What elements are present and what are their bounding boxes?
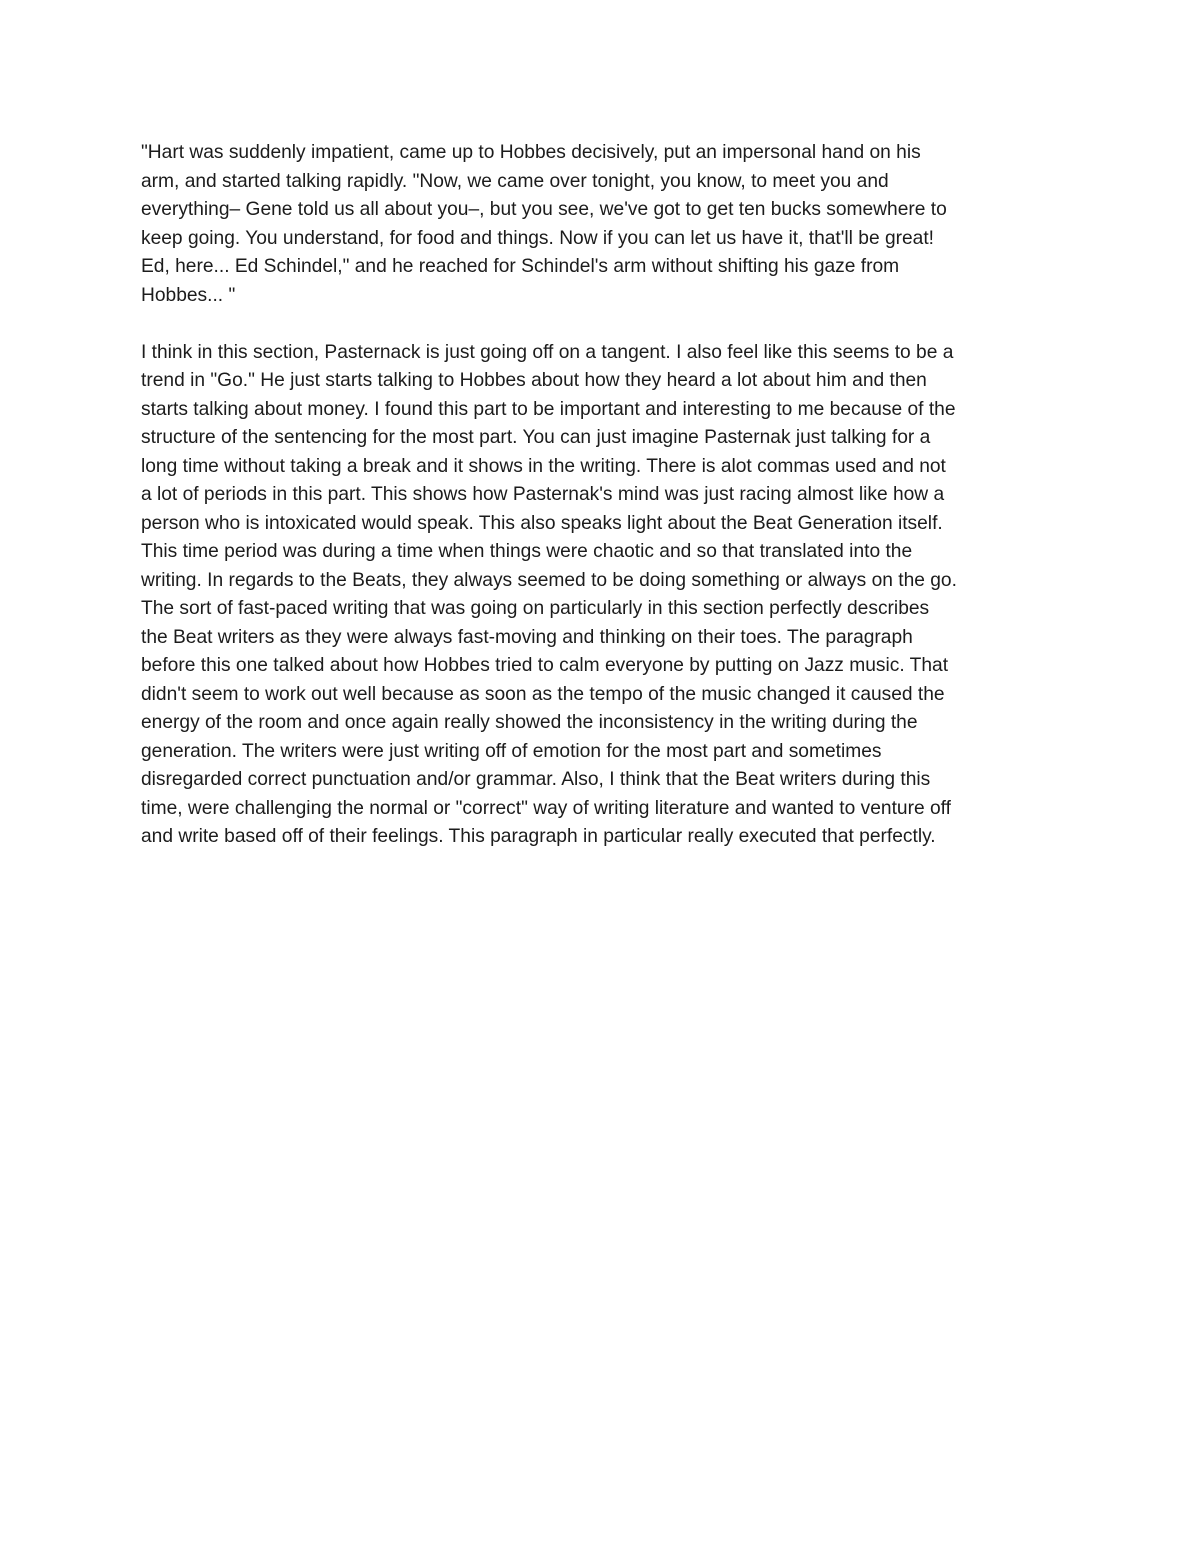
quote-paragraph: "Hart was suddenly impatient, came up to Hobbes decisively, put an impersonal hand on his arm, and started talking rapidly. "Now, we came over tonight, you know, to meet you and everything– Gene told us all about you–, but you see, we've got to get ten bucks somewhere to keep going. You understand, for food and things. Now if you can let us have it, that'll be great! Ed, here... Ed Schindel," and he reached for Schindel's arm without shifting his gaze from Hobbes... " [141,142,947,306]
analysis-paragraph: I think in this section, Pasternack is just going off on a tangent. I also feel like this seems to be a trend in "Go." He just starts talking to Hobbes about how they heard a lot about him and then starts talking about money. I found this part to be important and interesting to me because of the structure of the sentencing for the most part. You can just imagine Pasternak just talking for a long time without taking a break and it shows in the writing. There is alot commas used and not a lot of periods in this part. This shows how Pasternak's mind was just racing almost like how a person who is intoxicated would speak. This also speaks light about the Beat Generation itself. This time period was during a time when things were chaotic and so that translated into the writing. In regards to the Beats, they always seemed to be doing something or always on the go. The sort of fast-paced writing that was going on particularly in this section perfectly describes the Beat writers as they were always fast-moving and thinking on their toes. The paragraph before this one talked about how Hobbes tried to calm everyone by putting on Jazz music. That didn't seem to work out well because as soon as the tempo of the music changed it caused the energy of the room and once again really showed the inconsistency in the writing during the generation. The writers were just writing off of emotion for the most part and sometimes disregarded correct punctuation and/or grammar. Also, I think that the Beat writers during this time, were challenging the normal or "correct" way of writing literature and wanted to venture off and write based off of their feelings. This paragraph in particular really executed that perfectly. [141,341,957,847]
document-body [141,139,1066,852]
